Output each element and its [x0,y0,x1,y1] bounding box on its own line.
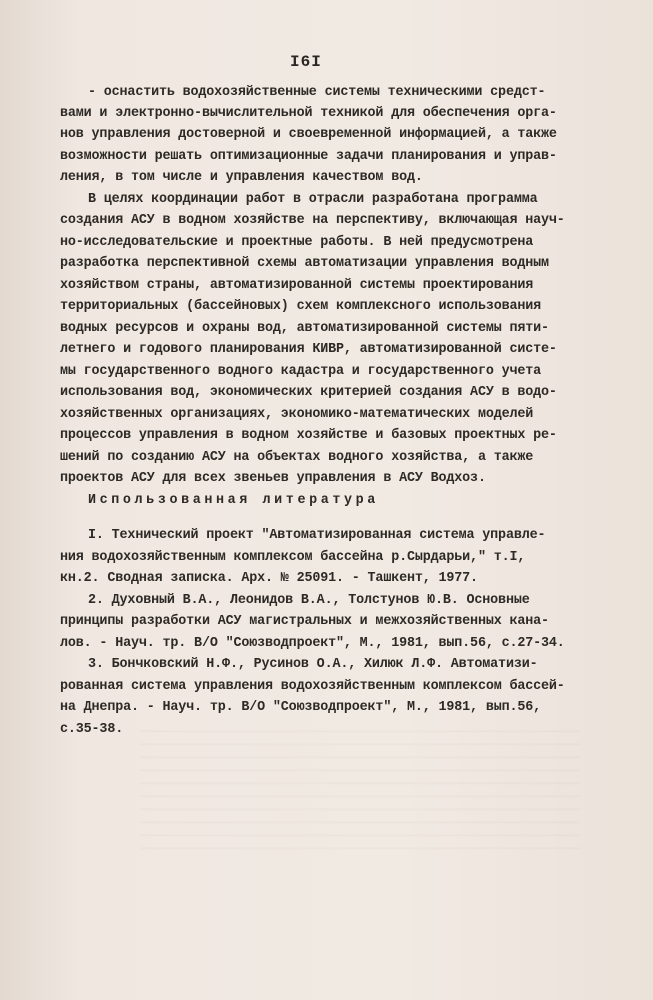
body-line: мы государственного водного кадастра и государственного учета [60,364,542,379]
reference-line: принципы разработки АСУ магистральных и межхозяйственных кана- [60,614,549,629]
body-line: - оснастить водохозяйственные системы техническими средст- [88,85,546,100]
body-line: возможности решать оптимизационные задачи планирования и управ- [60,149,557,164]
body-line: хозяйством страны, автоматизированной системы проектирования [60,278,534,293]
references-heading: Использованная литература [88,493,379,508]
body-line: разработка перспективной схемы автоматизации управления водным [60,256,549,271]
reference-line: рованная система управления водохозяйственным комплексом бассей- [60,679,565,694]
page-number: I6I [290,53,322,71]
body-line: хозяйственных организациях, экономико-математических моделей [60,407,534,422]
reference-line: 3. Бончковский Н.Ф., Русинов О.А., Хилюк Л.Ф. Автоматизи- [88,657,538,672]
body-line: создания АСУ в водном хозяйстве на перспективу, включающая науч- [60,213,565,228]
reference-line: ния водохозяйственным комплексом бассейна р.Сырдарьи," т.I, [60,550,526,565]
reference-line: 2. Духовный В.А., Леонидов В.А., Толстунов Ю.В. Основные [88,593,530,608]
body-line: использования вод, экономических критерией создания АСУ в водо- [60,385,557,400]
show-through-texture [140,720,580,860]
reference-line: на Днепра. - Науч. тр. В/О "Союзводпроект", М., 1981, вып.56, [60,700,542,715]
body-line: ления, в том числе и управления качеством вод. [60,170,423,185]
body-line: но-исследовательские и проектные работы. В ней предусмотрена [60,235,534,250]
body-line: проектов АСУ для всех звеньев управления в АСУ Водхоз. [60,471,486,486]
body-line: нов управления достоверной и своевременной информацией, а также [60,127,557,142]
body-line: летнего и годового планирования КИВР, автоматизированной систе- [60,342,557,357]
body-line: В целях координации работ в отрасли разработана программа [88,192,538,207]
reference-line: с.35-38. [60,722,124,737]
body-line: процессов управления в водном хозяйстве и базовых проектных ре- [60,428,557,443]
body-line: шений по созданию АСУ на объектах водного хозяйства, а также [60,450,534,465]
reference-line: кн.2. Сводная записка. Арх. № 25091. - Ташкент, 1977. [60,571,478,586]
reference-line: I. Технический проект "Автоматизированная система управле- [88,528,546,543]
body-line: вами и электронно-вычислительной техникой для обеспечения орга- [60,106,557,121]
reference-line: лов. - Науч. тр. В/О "Союзводпроект", М., 1981, вып.56, с.27-34. [60,636,565,651]
body-line: территориальных (бассейновых) схем комплексного использования [60,299,542,314]
body-line: водных ресурсов и охраны вод, автоматизированной системы пяти- [60,321,549,336]
